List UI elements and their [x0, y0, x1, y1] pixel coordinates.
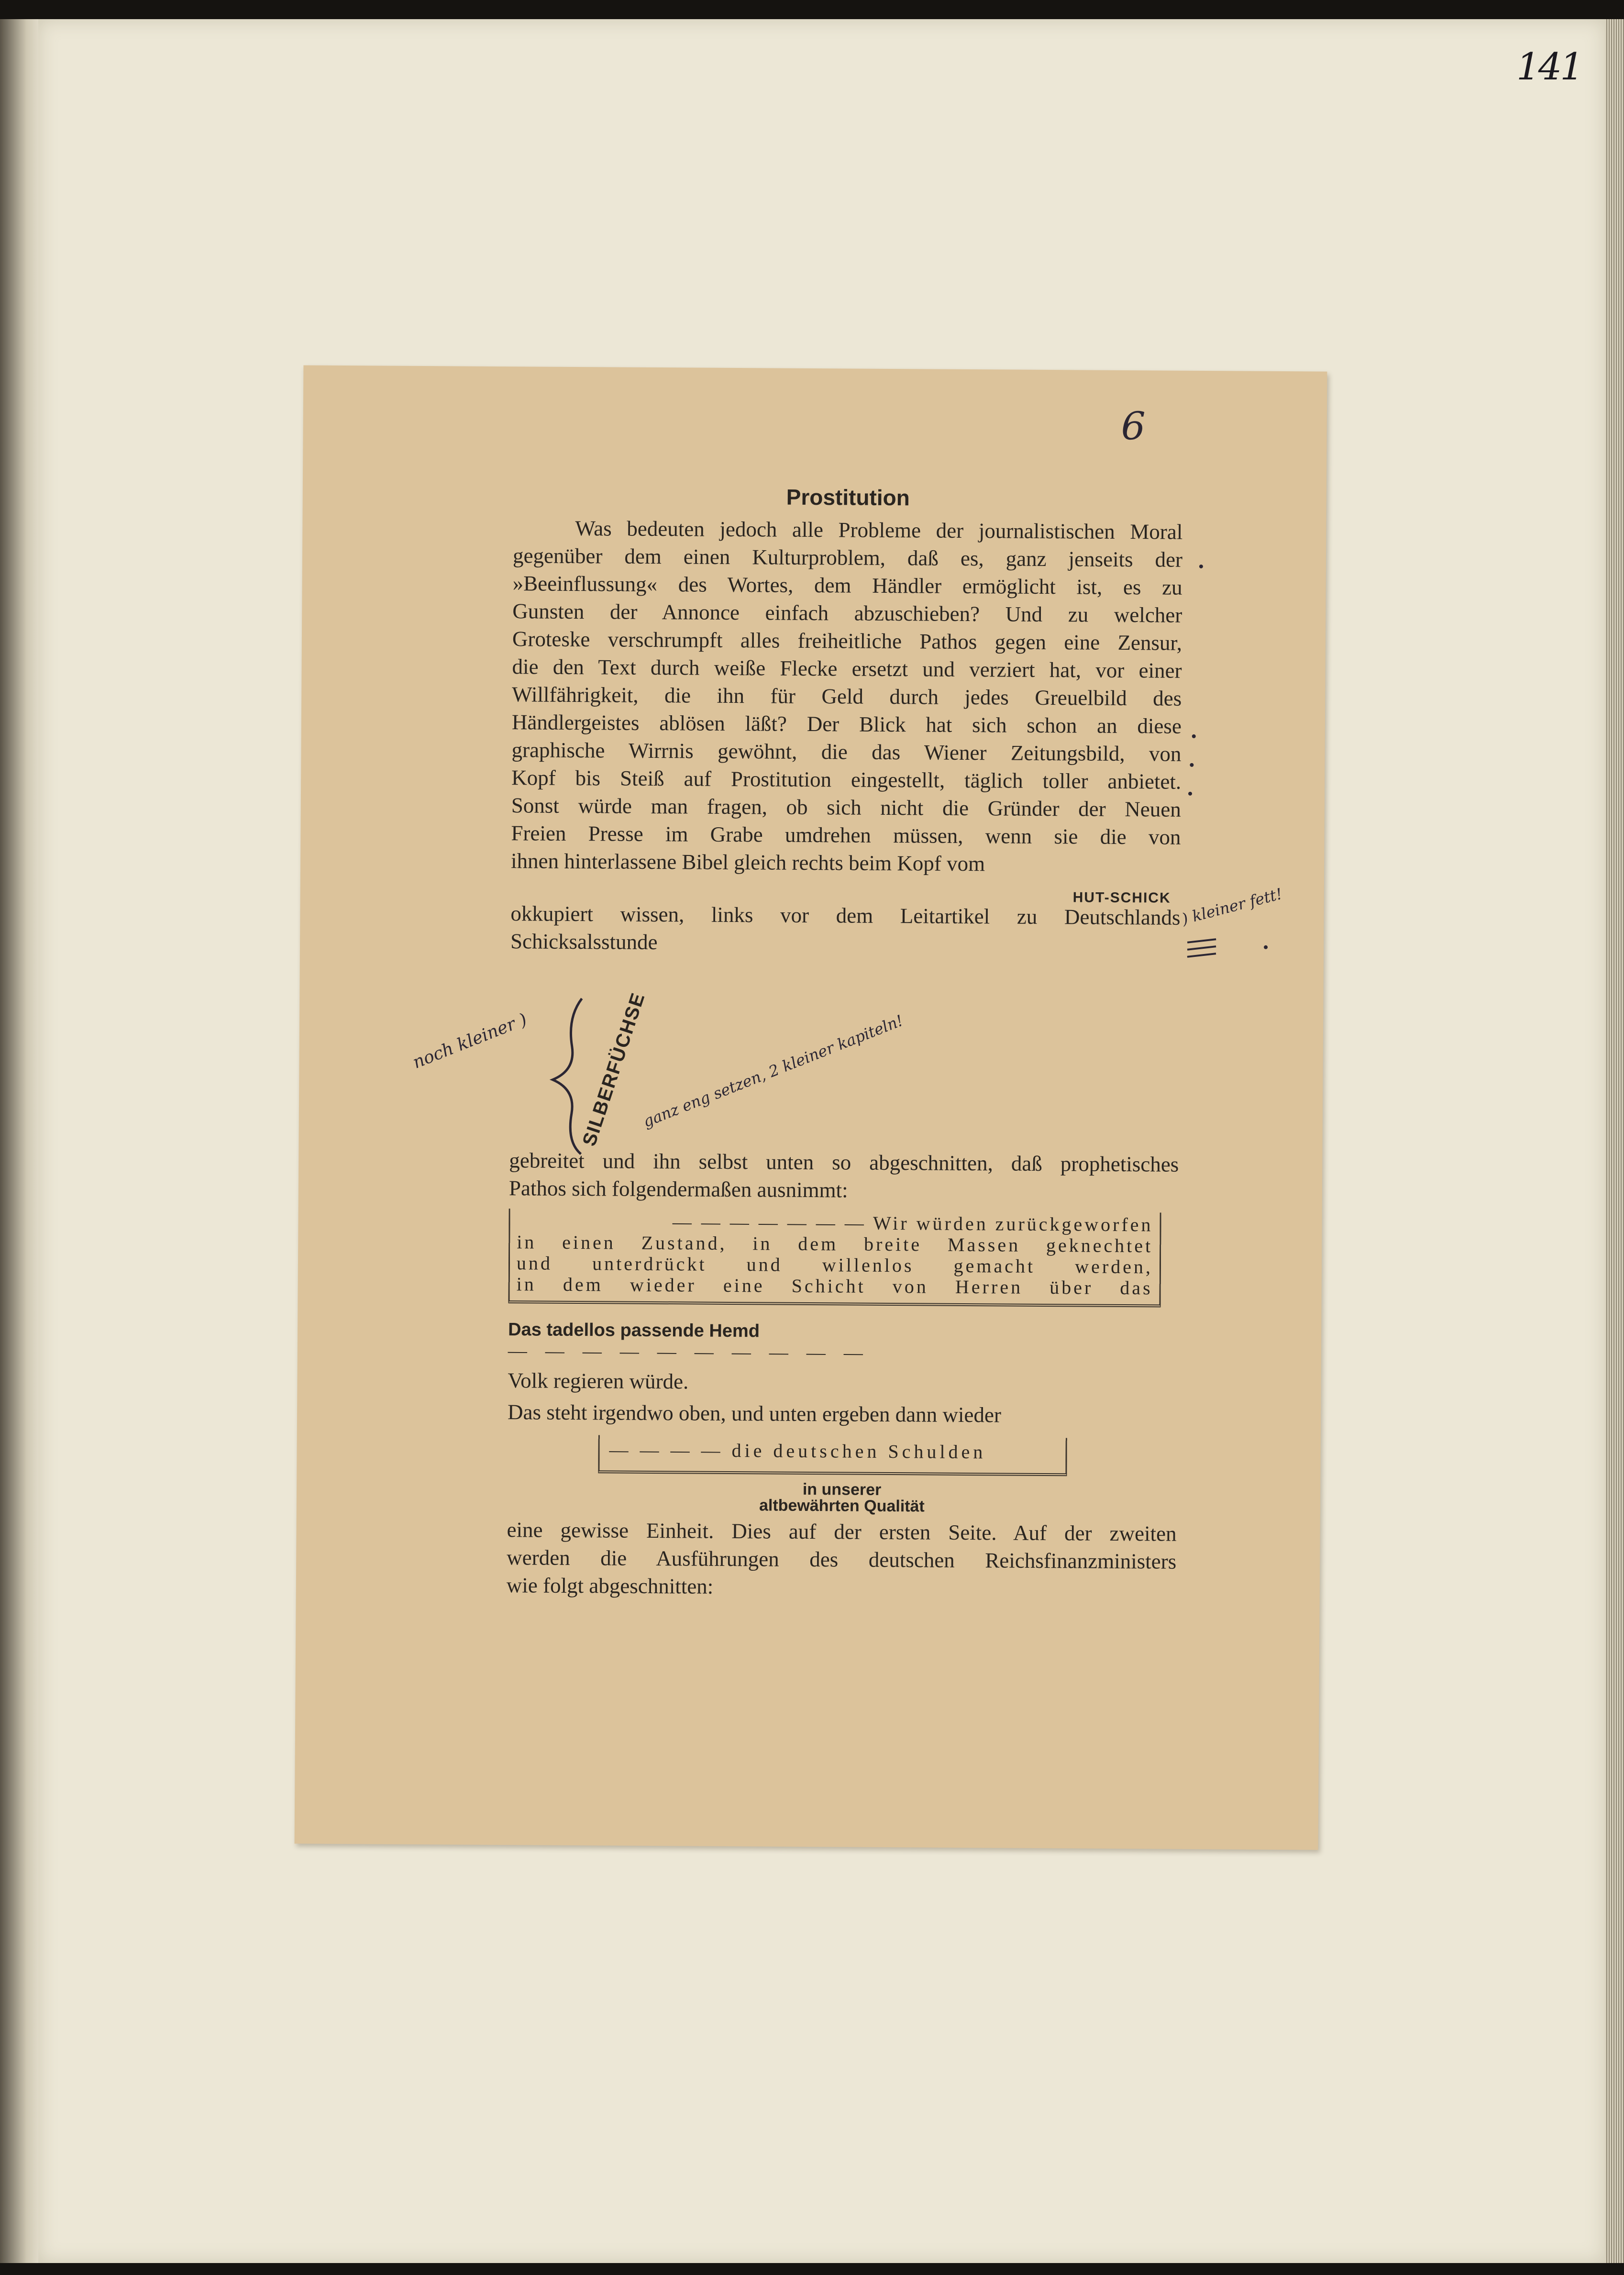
- brace-mark: [538, 989, 596, 1162]
- proof-sheet: [295, 365, 1327, 1850]
- marginalia-right-of-hut: ) kleiner fett!: [1180, 884, 1284, 929]
- line-oben: Das steht irgendwo oben, und unten ergeben dann wieder: [507, 1400, 1002, 1427]
- text-line: Händlergeistes ablösen läßt? Der Blick hat sich schon an diese: [511, 710, 1182, 738]
- ad-qualitaet-line-1: in unserer: [802, 1480, 882, 1499]
- text-line: »Beeinflussung« des Wortes, dem Händler ermöglicht ist, es zu: [512, 571, 1182, 599]
- text-line: Was bedeuten jedoch alle Probleme der journalistischen Moral: [575, 516, 1183, 544]
- margin-mark: [1199, 565, 1203, 568]
- text-line: ihnen hinterlassene Bibel gleich rechts beim Kopf vom: [510, 849, 985, 876]
- box-schulden: — — — — die deutschen Schulden: [598, 1435, 1067, 1476]
- text-line: graphische Wirrnis gewöhnt, die das Wiener Zeitungsbild, von: [511, 738, 1182, 766]
- paragraph-4: [507, 1516, 1177, 1603]
- paragraph-1: [511, 514, 1183, 879]
- text-line: die den Text durch weiße Flecke ersetzt und verziert hat, vor einer: [512, 655, 1182, 683]
- ad-qualitaet-line-2: altbewährten Qualität: [759, 1496, 925, 1516]
- sheet-number: 6: [1121, 403, 1146, 449]
- text-line: Freien Presse im Grabe umdrehen müssen, wenn sie die von: [511, 821, 1181, 849]
- text-line: Pathos sich folgendermaßen ausnimmt:: [508, 1176, 848, 1202]
- margin-mark: [1190, 763, 1193, 767]
- quote-line: in einen Zustand, in dem breite Massen geknechtet: [517, 1231, 1153, 1257]
- underline-marks: [1185, 935, 1223, 964]
- text-line: Sonst würde man fragen, ob sich nicht die Gründer der Neuen: [511, 793, 1181, 821]
- margin-mark: [1264, 945, 1268, 949]
- ad-hut-schick: HUT-SCHICK: [1072, 889, 1171, 906]
- text-line: wie folgt abgeschnitten:: [506, 1573, 714, 1598]
- ad-silberfuechse: SILBERFÜCHSE: [578, 989, 649, 1149]
- text-line: werden die Ausführungen des deutschen Reichsfinanzministers: [507, 1545, 1177, 1574]
- folio-number: 141: [1516, 45, 1582, 89]
- margin-mark: [1188, 792, 1192, 796]
- marginalia-right-of-silber: ganz eng setzen, 2 kleiner kapiteln!: [640, 1011, 906, 1131]
- page-edge: [1605, 19, 1624, 2263]
- text-line: Kopf bis Steiß auf Prostitution eingestellt, täglich toller anbietet.: [511, 766, 1182, 794]
- ad-hemd-dashes: — — — — — — — — — —: [508, 1340, 870, 1364]
- paragraph-3: [509, 1146, 1179, 1206]
- page-title: Prostitution: [786, 484, 910, 510]
- text-line: Willfährigkeit, die ihn für Geld durch jedes Greuelbild des: [512, 682, 1182, 710]
- ad-qualitaet: [507, 1479, 1177, 1516]
- text-line: eine gewisse Einheit. Dies auf der ersten Seite. Auf der zweiten: [507, 1518, 1177, 1546]
- quote-box: [508, 1209, 1161, 1307]
- ad-hemd: Das tadellos passende Hemd: [508, 1320, 760, 1342]
- text-line: gebreitet und ihn selbst unten so abgeschnitten, daß prophetisches: [509, 1148, 1179, 1176]
- album-spine: [0, 19, 38, 2263]
- quote-line: — — — — — — — Wir würden zurückgeworfen: [672, 1211, 1153, 1236]
- margin-mark: [1192, 734, 1196, 738]
- quote-line: und unterdrückt und willenlos gemacht werden,: [516, 1252, 1153, 1278]
- marginalia-left: noch kleiner ): [410, 1010, 530, 1073]
- text-line: Gunsten der Annonce einfach abzuschieben? Und zu welcher: [512, 599, 1182, 627]
- quote-line: in dem wieder eine Schicht von Herren über das: [516, 1273, 1153, 1299]
- text-line: Schicksalsstunde: [510, 929, 658, 954]
- text-line: gegenüber dem einen Kulturproblem, daß es, ganz jenseits der: [512, 544, 1183, 572]
- text-line: Groteske verschrumpft alles freiheitliche Pathos gegen eine Zensur,: [512, 627, 1182, 655]
- line-volk: Volk regieren würde.: [508, 1368, 689, 1394]
- text-line: okkupiert wissen, links vor dem Leitartikel zu Deutschlands: [510, 901, 1181, 930]
